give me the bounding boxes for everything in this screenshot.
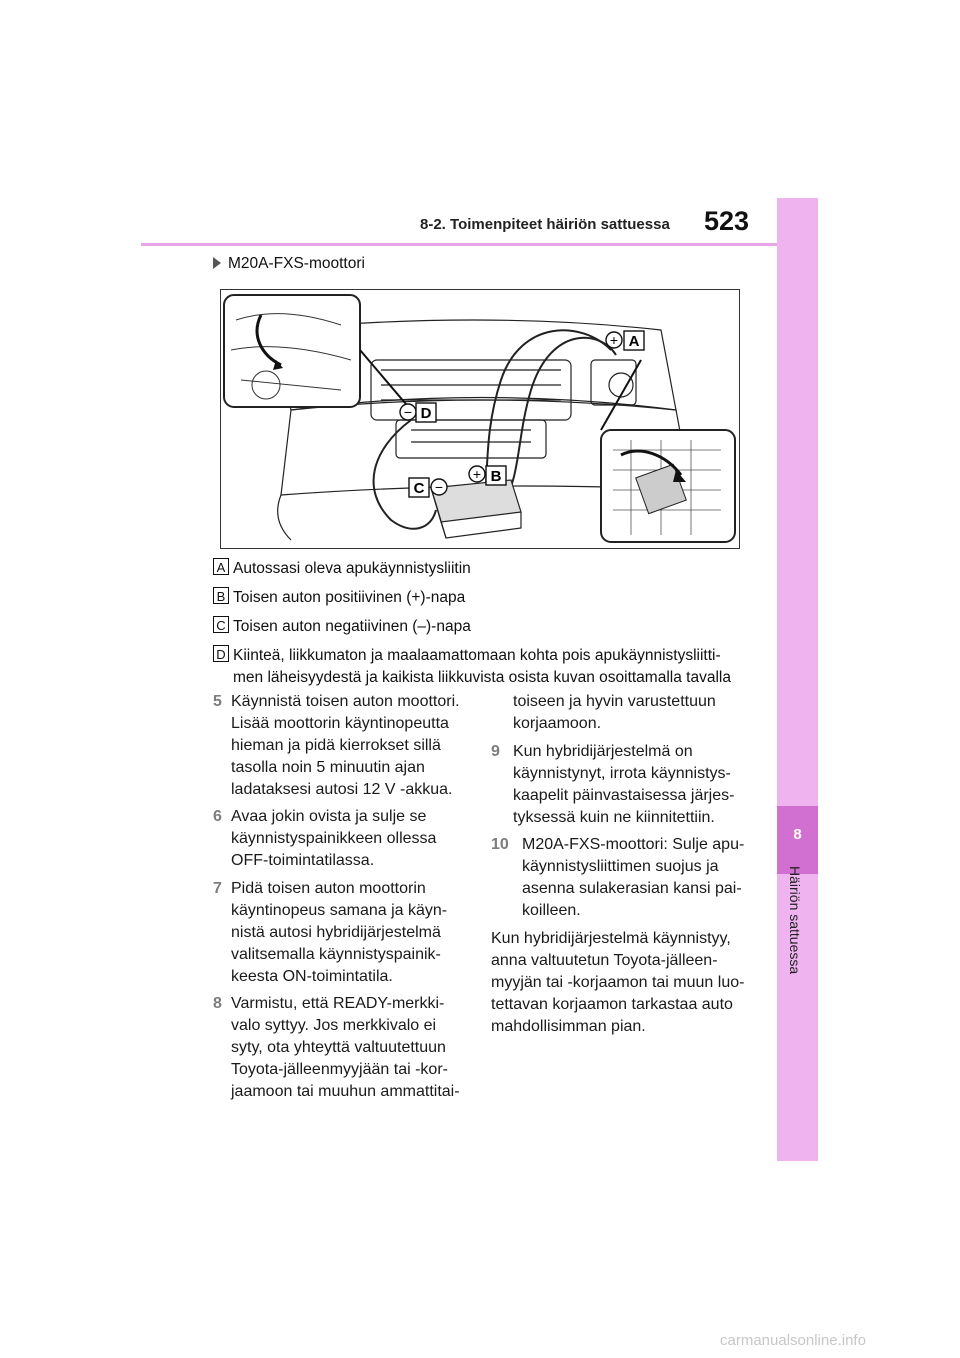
paragraph-line: myyjän tai -korjaamon tai muun luo- bbox=[491, 974, 745, 991]
engine-illustration bbox=[220, 289, 740, 549]
section-heading-text: M20A-FXS-moottori bbox=[228, 255, 365, 272]
step-line: valo syttyy. Jos merkkivalo ei bbox=[231, 1017, 437, 1034]
step-number: 8 bbox=[213, 995, 222, 1012]
chapter-number: 8 bbox=[793, 826, 802, 843]
step-line: tyksessä kuin ne kiinnitettiin. bbox=[513, 809, 715, 826]
legend-text-d: Kiinteä, liikkumaton ja maalaamattomaan kohta pois apukäynnistysliitti- men läheisyydestä ja kaikista liikkuvista osista kuvan osoittamalla tavalla bbox=[233, 647, 731, 686]
step-line: koilleen. bbox=[522, 902, 581, 919]
step-line: valitsemalla käynnistyspainik- bbox=[231, 946, 441, 963]
step-line: keesta ON-toimintatila. bbox=[231, 968, 393, 985]
figure-label-d: D bbox=[420, 405, 432, 422]
closing-paragraph bbox=[491, 928, 771, 1038]
step-line: Avaa jokin ovista ja sulje se bbox=[231, 808, 427, 825]
legend-key-b: B bbox=[213, 587, 229, 604]
step-line: Varmistu, että READY-merkki- bbox=[231, 995, 445, 1012]
step-line: nistä autosi hybridijärjestelmä bbox=[231, 924, 441, 941]
chapter-side-tab bbox=[777, 198, 818, 1161]
paragraph-line: Kun hybridijärjestelmä käynnistyy, bbox=[491, 930, 731, 947]
step-line: M20A-FXS-moottori: Sulje apu- bbox=[522, 836, 745, 853]
figure-minus-symbol-d: − bbox=[403, 404, 413, 420]
step-line: käyntinopeus samana ja käyn- bbox=[231, 902, 448, 919]
step-text bbox=[513, 741, 783, 829]
step-number: 10 bbox=[491, 836, 509, 853]
legend-key-a: A bbox=[213, 558, 229, 575]
figure-label-b: B bbox=[490, 468, 502, 485]
page-number: 523 bbox=[704, 206, 750, 236]
triangle-bullet-icon bbox=[213, 257, 221, 269]
header-section-title: 8-2. Toimenpiteet häiriön sattuessa bbox=[420, 216, 670, 233]
step-text bbox=[231, 878, 501, 988]
step-line: Kun hybridijärjestelmä on bbox=[513, 743, 693, 760]
step-text bbox=[231, 806, 501, 872]
step-line: Pidä toisen auton moottorin bbox=[231, 880, 426, 897]
step-line: Toyota-jälleenmyyjään tai -kor- bbox=[231, 1061, 448, 1078]
step-text bbox=[522, 834, 782, 922]
step-line: ladataksesi autosi 12 V -akkua. bbox=[231, 781, 453, 798]
figure-minus-symbol-c: − bbox=[434, 479, 444, 495]
section-heading bbox=[213, 255, 365, 273]
paragraph-line: mahdollisimman pian. bbox=[491, 1018, 646, 1035]
figure-label-a: A bbox=[628, 333, 640, 350]
figure-label-c: C bbox=[413, 480, 425, 497]
legend-text-c: Toisen auton negatiivinen (–)-napa bbox=[233, 618, 471, 635]
step-line: asenna sulakerasian kansi pai- bbox=[522, 880, 742, 897]
chapter-side-label: Häiriön sattuessa bbox=[787, 866, 803, 975]
step-number: 7 bbox=[213, 880, 222, 897]
step-text bbox=[231, 993, 501, 1103]
paragraph-line: anna valtuutetun Toyota-jälleen- bbox=[491, 952, 718, 969]
step-line: korjaamoon. bbox=[513, 715, 602, 732]
legend-key-c: C bbox=[213, 616, 229, 633]
paragraph-line: tettavan korjaamon tarkastaa auto bbox=[491, 996, 733, 1013]
legend-text-a: Autossasi oleva apukäynnistysliitin bbox=[233, 560, 471, 577]
step-number: 9 bbox=[491, 743, 500, 760]
step-line: käynnistysliittimen suojus ja bbox=[522, 858, 719, 875]
step-line: hieman ja pidä kierrokset sillä bbox=[231, 737, 441, 754]
step-text bbox=[231, 691, 501, 801]
step-number: 5 bbox=[213, 693, 222, 710]
step-line: jaamoon tai muuhun ammattitai- bbox=[231, 1083, 460, 1100]
header-divider bbox=[141, 243, 777, 246]
step-line: käynnistyspainikkeen ollessa bbox=[231, 830, 437, 847]
figure-plus-symbol-b: + bbox=[472, 466, 482, 482]
step-line: syty, ota yhteyttä valtuutettuun bbox=[231, 1039, 446, 1056]
step-text bbox=[513, 691, 783, 735]
step-line: Lisää moottorin käyntinopeutta bbox=[231, 715, 449, 732]
step-line: tasolla noin 5 minuutin ajan bbox=[231, 759, 425, 776]
step-line: kaapelit päinvastaisessa järjes- bbox=[513, 787, 735, 804]
step-line: toiseen ja hyvin varustettuun bbox=[513, 693, 716, 710]
watermark: carmanualsonline.info bbox=[720, 1332, 866, 1349]
legend-text-b: Toisen auton positiivinen (+)-napa bbox=[233, 589, 466, 606]
figure-plus-symbol-a: + bbox=[609, 332, 619, 348]
legend-key-d: D bbox=[213, 645, 229, 662]
engine-bay-drawing bbox=[221, 290, 739, 548]
step-line: OFF-toimintatilassa. bbox=[231, 852, 375, 869]
step-line: Käynnistä toisen auton moottori. bbox=[231, 693, 460, 710]
step-line: käynnistynyt, irrota käynnistys- bbox=[513, 765, 731, 782]
step-number: 6 bbox=[213, 808, 222, 825]
